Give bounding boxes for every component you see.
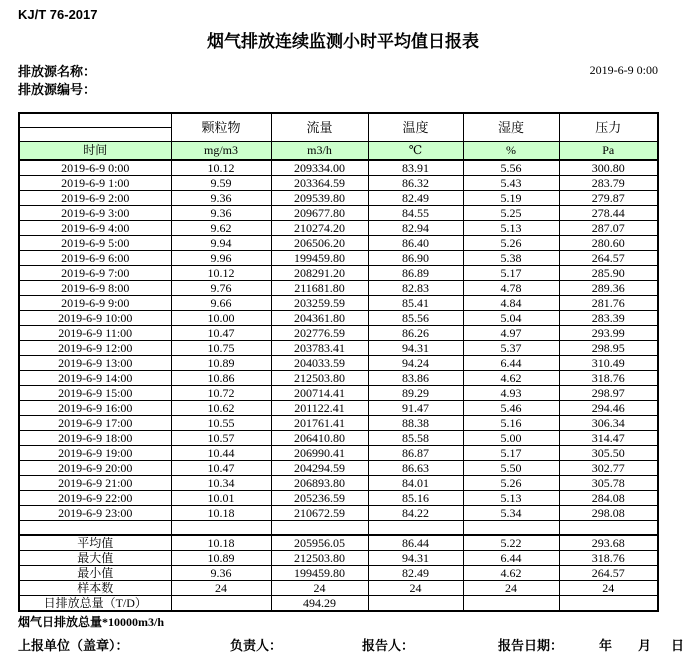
value-cell: 91.47 bbox=[368, 401, 463, 416]
value-cell: 206893.80 bbox=[271, 476, 368, 491]
value-cell: 5.25 bbox=[463, 206, 559, 221]
value-cell: 5.26 bbox=[463, 476, 559, 491]
time-cell: 2019-6-9 10:00 bbox=[19, 311, 171, 326]
value-cell: 9.62 bbox=[171, 221, 271, 236]
col-header-particulate: 颗粒物 bbox=[171, 113, 271, 142]
value-cell: 5.17 bbox=[463, 266, 559, 281]
value-cell: 298.97 bbox=[559, 386, 658, 401]
value-cell: 4.93 bbox=[463, 386, 559, 401]
value-cell: 199459.80 bbox=[271, 565, 368, 580]
value-cell: 10.89 bbox=[171, 550, 271, 565]
value-cell: 264.57 bbox=[559, 251, 658, 266]
hour-row bbox=[19, 160, 658, 176]
summary-row bbox=[19, 595, 658, 611]
value-cell: 5.04 bbox=[463, 311, 559, 326]
value-cell: 294.46 bbox=[559, 401, 658, 416]
value-cell: 5.26 bbox=[463, 236, 559, 251]
summary-row bbox=[19, 580, 658, 595]
summary-row bbox=[19, 550, 658, 565]
value-cell: 310.49 bbox=[559, 356, 658, 371]
table-body bbox=[19, 160, 658, 611]
value-cell: 10.89 bbox=[171, 356, 271, 371]
hour-row bbox=[19, 356, 658, 371]
value-cell: 6.44 bbox=[463, 550, 559, 565]
value-cell: 205236.59 bbox=[271, 491, 368, 506]
value-cell: 206990.41 bbox=[271, 446, 368, 461]
value-cell: 211681.80 bbox=[271, 281, 368, 296]
value-cell: 203364.59 bbox=[271, 176, 368, 191]
value-cell: 82.49 bbox=[368, 191, 463, 206]
value-cell: 298.08 bbox=[559, 506, 658, 521]
time-cell: 2019-6-9 0:00 bbox=[19, 160, 171, 176]
value-cell: 83.91 bbox=[368, 160, 463, 176]
value-cell: 84.55 bbox=[368, 206, 463, 221]
value-cell: 10.34 bbox=[171, 476, 271, 491]
value-cell: 82.49 bbox=[368, 565, 463, 580]
value-cell: 4.84 bbox=[463, 296, 559, 311]
value-cell bbox=[171, 595, 271, 611]
value-cell: 94.31 bbox=[368, 341, 463, 356]
value-cell: 5.34 bbox=[463, 506, 559, 521]
hour-row bbox=[19, 371, 658, 386]
value-cell: 300.80 bbox=[559, 160, 658, 176]
value-cell: 10.00 bbox=[171, 311, 271, 326]
time-cell: 2019-6-9 13:00 bbox=[19, 356, 171, 371]
time-cell: 2019-6-9 4:00 bbox=[19, 221, 171, 236]
summary-label-cell: 日排放总量（T/D） bbox=[19, 595, 171, 611]
hour-row bbox=[19, 341, 658, 356]
page-title: 烟气排放连续监测小时平均值日报表 bbox=[207, 32, 479, 51]
col-header-flow: 流量 bbox=[271, 113, 368, 142]
value-cell: 9.36 bbox=[171, 206, 271, 221]
value-cell: 10.12 bbox=[171, 266, 271, 281]
time-cell: 2019-6-9 23:00 bbox=[19, 506, 171, 521]
value-cell: 85.58 bbox=[368, 431, 463, 446]
value-cell: 318.76 bbox=[559, 550, 658, 565]
value-cell: 206410.80 bbox=[271, 431, 368, 446]
time-cell: 2019-6-9 12:00 bbox=[19, 341, 171, 356]
value-cell: 5.22 bbox=[463, 535, 559, 551]
day-label: 日 bbox=[671, 638, 685, 653]
value-cell: 281.76 bbox=[559, 296, 658, 311]
value-cell: 10.62 bbox=[171, 401, 271, 416]
value-cell: 5.00 bbox=[463, 431, 559, 446]
value-cell: 10.44 bbox=[171, 446, 271, 461]
time-cell: 2019-6-9 16:00 bbox=[19, 401, 171, 416]
hour-row bbox=[19, 476, 658, 491]
month-label: 月 bbox=[638, 638, 652, 653]
table-header bbox=[19, 113, 658, 160]
spacer-row bbox=[19, 521, 658, 535]
value-cell bbox=[171, 521, 271, 535]
value-cell: 494.29 bbox=[271, 595, 368, 611]
report-datetime: 2019-6-9 0:00 bbox=[589, 63, 658, 77]
value-cell: 302.77 bbox=[559, 461, 658, 476]
value-cell: 209334.00 bbox=[271, 160, 368, 176]
value-cell: 10.18 bbox=[171, 506, 271, 521]
value-cell: 5.46 bbox=[463, 401, 559, 416]
value-cell: 210274.20 bbox=[271, 221, 368, 236]
value-cell: 9.94 bbox=[171, 236, 271, 251]
value-cell: 203259.59 bbox=[271, 296, 368, 311]
value-cell: 24 bbox=[271, 580, 368, 595]
value-cell: 86.89 bbox=[368, 266, 463, 281]
value-cell: 86.44 bbox=[368, 535, 463, 551]
value-cell: 204361.80 bbox=[271, 311, 368, 326]
value-cell: 94.24 bbox=[368, 356, 463, 371]
total-emission-note: 烟气日排放总量*10000m3/h bbox=[18, 615, 165, 629]
hour-row bbox=[19, 401, 658, 416]
value-cell: 9.36 bbox=[171, 191, 271, 206]
value-cell: 24 bbox=[463, 580, 559, 595]
value-cell: 5.50 bbox=[463, 461, 559, 476]
time-cell: 2019-6-9 6:00 bbox=[19, 251, 171, 266]
value-cell: 283.39 bbox=[559, 311, 658, 326]
time-cell: 2019-6-9 21:00 bbox=[19, 476, 171, 491]
time-cell: 2019-6-9 18:00 bbox=[19, 431, 171, 446]
value-cell: 305.50 bbox=[559, 446, 658, 461]
value-cell: 10.01 bbox=[171, 491, 271, 506]
value-cell: 9.59 bbox=[171, 176, 271, 191]
value-cell: 4.62 bbox=[463, 565, 559, 580]
value-cell: 5.38 bbox=[463, 251, 559, 266]
value-cell bbox=[368, 521, 463, 535]
value-cell: 306.34 bbox=[559, 416, 658, 431]
time-cell: 2019-6-9 1:00 bbox=[19, 176, 171, 191]
blank-cell bbox=[19, 521, 171, 535]
time-cell: 2019-6-9 5:00 bbox=[19, 236, 171, 251]
hour-row bbox=[19, 296, 658, 311]
value-cell: 204294.59 bbox=[271, 461, 368, 476]
value-cell: 9.96 bbox=[171, 251, 271, 266]
value-cell: 84.01 bbox=[368, 476, 463, 491]
report-unit-label: 上报单位（盖章）： bbox=[18, 638, 129, 653]
hour-row bbox=[19, 416, 658, 431]
col-header-temperature: 温度 bbox=[368, 113, 463, 142]
value-cell: 5.19 bbox=[463, 191, 559, 206]
value-cell: 10.72 bbox=[171, 386, 271, 401]
pollutant-name-row bbox=[19, 113, 658, 127]
value-cell: 203783.41 bbox=[271, 341, 368, 356]
hour-row bbox=[19, 311, 658, 326]
value-cell: 4.62 bbox=[463, 371, 559, 386]
value-cell: 85.41 bbox=[368, 296, 463, 311]
hour-row bbox=[19, 191, 658, 206]
hour-row bbox=[19, 236, 658, 251]
hour-row bbox=[19, 266, 658, 281]
value-cell: 287.07 bbox=[559, 221, 658, 236]
value-cell: 82.94 bbox=[368, 221, 463, 236]
time-cell: 2019-6-9 11:00 bbox=[19, 326, 171, 341]
value-cell: 210672.59 bbox=[271, 506, 368, 521]
value-cell: 285.90 bbox=[559, 266, 658, 281]
value-cell: 5.13 bbox=[463, 221, 559, 236]
value-cell: 94.31 bbox=[368, 550, 463, 565]
summary-row bbox=[19, 535, 658, 551]
value-cell: 204033.59 bbox=[271, 356, 368, 371]
value-cell: 4.97 bbox=[463, 326, 559, 341]
hour-row bbox=[19, 251, 658, 266]
blank-corner-top-cell bbox=[19, 113, 171, 127]
value-cell: 209539.80 bbox=[271, 191, 368, 206]
value-cell: 212503.80 bbox=[271, 371, 368, 386]
hour-row bbox=[19, 221, 658, 236]
value-cell: 212503.80 bbox=[271, 550, 368, 565]
time-cell: 2019-6-9 15:00 bbox=[19, 386, 171, 401]
source-name-label: 排放源名称： bbox=[18, 64, 97, 79]
value-cell: 86.40 bbox=[368, 236, 463, 251]
summary-label-cell: 样本数 bbox=[19, 580, 171, 595]
value-cell: 86.26 bbox=[368, 326, 463, 341]
value-cell: 293.99 bbox=[559, 326, 658, 341]
time-cell: 2019-6-9 22:00 bbox=[19, 491, 171, 506]
value-cell: 305.78 bbox=[559, 476, 658, 491]
value-cell: 5.43 bbox=[463, 176, 559, 191]
value-cell bbox=[463, 521, 559, 535]
hour-row bbox=[19, 446, 658, 461]
summary-label-cell: 最小值 bbox=[19, 565, 171, 580]
col-header-pressure: 压力 bbox=[559, 113, 658, 142]
value-cell: 86.87 bbox=[368, 446, 463, 461]
value-cell: 279.87 bbox=[559, 191, 658, 206]
standard-reference: KJ/T 76-2017 bbox=[18, 7, 98, 22]
summary-label-cell: 平均值 bbox=[19, 535, 171, 551]
value-cell: 10.57 bbox=[171, 431, 271, 446]
monitoring-table bbox=[18, 112, 659, 612]
value-cell: 86.32 bbox=[368, 176, 463, 191]
value-cell: 5.37 bbox=[463, 341, 559, 356]
value-cell: 24 bbox=[559, 580, 658, 595]
value-cell: 10.75 bbox=[171, 341, 271, 356]
value-cell: 5.13 bbox=[463, 491, 559, 506]
unit-cell-particulate: mg/m3 bbox=[171, 142, 271, 161]
value-cell: 86.90 bbox=[368, 251, 463, 266]
value-cell: 289.36 bbox=[559, 281, 658, 296]
value-cell: 10.18 bbox=[171, 535, 271, 551]
value-cell: 5.17 bbox=[463, 446, 559, 461]
time-cell: 2019-6-9 20:00 bbox=[19, 461, 171, 476]
value-cell: 5.56 bbox=[463, 160, 559, 176]
value-cell: 298.95 bbox=[559, 341, 658, 356]
summary-label-cell: 最大值 bbox=[19, 550, 171, 565]
value-cell: 280.60 bbox=[559, 236, 658, 251]
value-cell: 88.38 bbox=[368, 416, 463, 431]
value-cell: 264.57 bbox=[559, 565, 658, 580]
value-cell: 9.36 bbox=[171, 565, 271, 580]
value-cell: 283.79 bbox=[559, 176, 658, 191]
unit-cell-flow: m3/h bbox=[271, 142, 368, 161]
reporter-label: 报告人： bbox=[362, 638, 415, 653]
time-cell: 2019-6-9 2:00 bbox=[19, 191, 171, 206]
value-cell: 318.76 bbox=[559, 371, 658, 386]
value-cell: 24 bbox=[171, 580, 271, 595]
year-label: 年 bbox=[599, 638, 613, 653]
value-cell: 89.29 bbox=[368, 386, 463, 401]
time-header-cell: 时间 bbox=[19, 142, 171, 161]
blank-corner-bottom-cell bbox=[19, 127, 171, 141]
value-cell bbox=[271, 521, 368, 535]
hour-row bbox=[19, 386, 658, 401]
unit-cell-pressure: Pa bbox=[559, 142, 658, 161]
value-cell: 206506.20 bbox=[271, 236, 368, 251]
value-cell: 10.86 bbox=[171, 371, 271, 386]
value-cell bbox=[559, 521, 658, 535]
time-cell: 2019-6-9 7:00 bbox=[19, 266, 171, 281]
time-cell: 2019-6-9 3:00 bbox=[19, 206, 171, 221]
report-date-label: 报告日期： bbox=[498, 638, 564, 653]
value-cell bbox=[559, 595, 658, 611]
value-cell: 278.44 bbox=[559, 206, 658, 221]
value-cell: 6.44 bbox=[463, 356, 559, 371]
col-header-humidity: 湿度 bbox=[463, 113, 559, 142]
value-cell: 83.86 bbox=[368, 371, 463, 386]
time-cell: 2019-6-9 17:00 bbox=[19, 416, 171, 431]
source-code-label: 排放源编号： bbox=[18, 82, 97, 97]
value-cell bbox=[368, 595, 463, 611]
value-cell: 200714.41 bbox=[271, 386, 368, 401]
unit-cell-humidity: % bbox=[463, 142, 559, 161]
hour-row bbox=[19, 326, 658, 341]
value-cell: 284.08 bbox=[559, 491, 658, 506]
value-cell: 9.66 bbox=[171, 296, 271, 311]
value-cell: 293.68 bbox=[559, 535, 658, 551]
value-cell: 85.16 bbox=[368, 491, 463, 506]
value-cell: 10.47 bbox=[171, 461, 271, 476]
value-cell: 86.63 bbox=[368, 461, 463, 476]
value-cell: 201122.41 bbox=[271, 401, 368, 416]
value-cell: 10.55 bbox=[171, 416, 271, 431]
value-cell: 9.76 bbox=[171, 281, 271, 296]
time-cell: 2019-6-9 19:00 bbox=[19, 446, 171, 461]
value-cell: 10.12 bbox=[171, 160, 271, 176]
value-cell: 201761.41 bbox=[271, 416, 368, 431]
hour-row bbox=[19, 206, 658, 221]
hour-row bbox=[19, 506, 658, 521]
value-cell bbox=[463, 595, 559, 611]
unit-row bbox=[19, 142, 658, 161]
time-cell: 2019-6-9 9:00 bbox=[19, 296, 171, 311]
value-cell: 209677.80 bbox=[271, 206, 368, 221]
unit-cell-temperature: ℃ bbox=[368, 142, 463, 161]
value-cell: 205956.05 bbox=[271, 535, 368, 551]
value-cell: 24 bbox=[368, 580, 463, 595]
responsible-label: 负责人： bbox=[230, 638, 283, 653]
value-cell: 202776.59 bbox=[271, 326, 368, 341]
time-cell: 2019-6-9 8:00 bbox=[19, 281, 171, 296]
value-cell: 82.83 bbox=[368, 281, 463, 296]
value-cell: 4.78 bbox=[463, 281, 559, 296]
value-cell: 5.16 bbox=[463, 416, 559, 431]
hour-row bbox=[19, 431, 658, 446]
hour-row bbox=[19, 461, 658, 476]
hour-row bbox=[19, 491, 658, 506]
hour-row bbox=[19, 176, 658, 191]
summary-row bbox=[19, 565, 658, 580]
time-cell: 2019-6-9 14:00 bbox=[19, 371, 171, 386]
value-cell: 314.47 bbox=[559, 431, 658, 446]
value-cell: 84.22 bbox=[368, 506, 463, 521]
hour-row bbox=[19, 281, 658, 296]
value-cell: 85.56 bbox=[368, 311, 463, 326]
value-cell: 10.47 bbox=[171, 326, 271, 341]
value-cell: 199459.80 bbox=[271, 251, 368, 266]
value-cell: 208291.20 bbox=[271, 266, 368, 281]
